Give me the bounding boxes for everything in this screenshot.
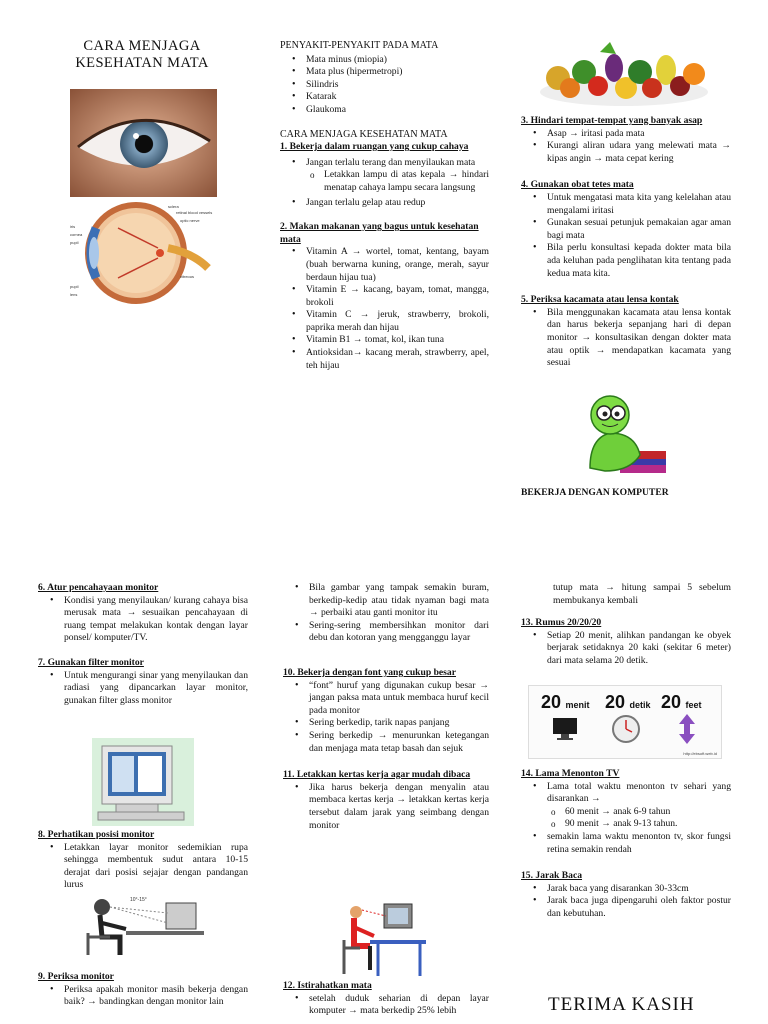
section-2-heading: 2. Makan makanan yang bagus untuk kesehatan mata	[280, 221, 479, 245]
section-10-heading: 10. Bekerja dengan font yang cukup besar	[283, 666, 456, 678]
eye-photo	[70, 89, 217, 197]
list-item: • Letakkan layar monitor sedemikian rupa sehingga membentuk sudut antara 10-15 derajat dari posisi sejajar dengan pandangan lurus	[64, 842, 248, 892]
list-item: • Sering berkedip → menurunkan ketegangan dan menjaga mata tetap basah dan sejuk	[309, 730, 489, 755]
list-item: • Vitamin E → kacang, bayam, tomat, mangga, brokoli	[306, 284, 489, 309]
rumus-u3: feet	[685, 700, 702, 710]
svg-text:pupil: pupil	[70, 240, 79, 245]
svg-text:vitreous: vitreous	[180, 274, 195, 279]
section-3-heading: 3. Hindari tempat-tempat yang banyak asap	[521, 115, 703, 126]
svg-text:retinal blood vessels: retinal blood vessels	[176, 210, 213, 215]
list-item: • “font” huruf yang digunakan cukup besar → jangan paksa mata untuk membaca huruf kecil pada monitor	[309, 680, 489, 718]
section-7-heading: 7. Gunakan filter monitor	[38, 656, 144, 668]
section-1-heading: 1. Bekerja dalam ruangan yang cukup cahaya	[280, 141, 469, 153]
list-item: • Silindris	[306, 79, 489, 92]
rumus-n2: 20	[605, 692, 626, 712]
eye-anatomy-diagram	[68, 198, 218, 308]
penyakit-list	[280, 54, 489, 117]
list-item: • Untuk mengurangi sinar yang menyilaukan dan radiasi yang dipancarkan layar monitor, gunakan filter glass monitor	[64, 670, 248, 708]
list-item: • Vitamin C → jeruk, strawberry, brokoli, paprika merah dan hijau	[306, 309, 489, 334]
section-9-heading: 9. Periksa monitor	[38, 971, 114, 982]
list-item: • Mata plus (hipermetropi)	[306, 66, 489, 79]
svg-text:pupil: pupil	[70, 284, 79, 289]
list-item: • Setiap 20 menit, alihkan pandangan ke obyek berjarak setidaknya 20 kaki (sekitar 6 meter) dari mata selama 20 detik.	[547, 630, 731, 668]
penyakit-heading: PENYAKIT-PENYAKIT PADA MATA	[280, 40, 439, 51]
list-item: • Mata minus (miopia)	[306, 54, 489, 67]
section-5-heading: 5. Periksa kacamata atau lensa kontak	[521, 294, 679, 306]
section-15-heading: 15. Jarak Baca	[521, 870, 583, 882]
section-11-heading: 11. Letakkan kertas kerja agar mudah dibaca	[283, 769, 471, 781]
list-item: • setelah duduk seharian di depan layar komputer → mata berkedip 25% lebih	[309, 993, 489, 1018]
list-item: • Bila menggunakan kacamata atau lensa kontak dan harus bekerja sepanjang hari di depan monitor → konsultasikan dengan dokter mata atau optik → mendapatkan kacamata yang sesuai	[547, 307, 731, 370]
desk-worker-image	[340, 900, 426, 978]
list-item: • Vitamin A → wortel, tomat, kentang, bayam (buah berwarna kuning, orange, merah, sayur berdaun hijau tua)	[306, 246, 489, 284]
list-item: • Sering berkedip, tarik napas panjang	[309, 717, 489, 730]
list-item: • Jangan terlalu gelap atau redup	[306, 197, 489, 210]
list-item: • Kurangi aliran udara yang melewati mata → kipas angin → mata cepat kering	[547, 140, 731, 165]
monitor-icon	[551, 716, 579, 742]
list-item: o Letakkan lampu di atas kepala → hindari menatap cahaya lampu secara langsung	[324, 169, 489, 194]
svg-text:cornea: cornea	[70, 232, 83, 237]
list-item: • Gunakan sesuai petunjuk pemakaian agar aman bagi mata	[547, 217, 731, 242]
list-item: • semakin lama waktu menonton tv, skor fungsi retina semakin rendah	[547, 831, 731, 856]
clock-icon	[611, 714, 641, 744]
section-4-heading: 4. Gunakan obat tetes mata	[521, 179, 634, 191]
list-item: • Asap → iritasi pada mata	[547, 128, 731, 141]
list-item: • Lama total waktu menonton tv sehari yang disarankan →	[547, 781, 731, 806]
list-item: • Sering-sering membersihkan monitor dari debu dan kotoran yang mengganggu layar	[309, 620, 489, 645]
list-item: o 60 menit → anak 6-9 tahun	[565, 806, 731, 819]
list-item: • Vitamin B1 → tomat, kol, ikan tuna	[306, 334, 489, 347]
rumus-n1: 20	[541, 692, 562, 712]
section-12-heading: 12. Istirahatkan mata	[283, 980, 372, 991]
rumus-url: http://ebsoft.web.id	[683, 751, 717, 756]
computer-monitor-image	[92, 738, 194, 826]
list-item: • Jika harus bekerja dengan menyalin atau membaca kertas kerja → letakkan kertas kerja tersebut dalam jarak yang seimbang dengan monitor	[309, 782, 489, 832]
closing-title: TERIMA KASIH	[548, 994, 695, 1015]
list-item: • Jarak baca juga dipengaruhi oleh faktor postur dan kebutuhan.	[547, 895, 731, 920]
svg-text:iris: iris	[70, 224, 76, 229]
list-item: • Bila perlu konsultasi kepada dokter mata bila ada keluhan pada penglihatan kita tentang pada kedua mata kita.	[547, 242, 731, 280]
list-item: • Jangan terlalu terang dan menyilaukan mata	[306, 157, 489, 170]
list-item: • Kondisi yang menyilaukan/ kurang cahaya bisa merusak mata → sesuaikan pencahayaan di ruang tempat melakukan kontak dengan layar ponsel/ komputer/TV.	[64, 595, 248, 645]
section-14-heading: 14. Lama Menonton TV	[521, 768, 620, 779]
list-item: • Katarak	[306, 91, 489, 104]
page-title: CARA MENJAGA KESEHATAN MATA	[75, 38, 209, 71]
cara-heading: CARA MENJAGA KESEHATAN MATA	[280, 128, 448, 140]
bookworm-mascot	[580, 393, 670, 475]
s12-continued: tutup mata → hitung sampai 5 sebelum membukanya kembali	[553, 582, 731, 606]
list-item: • Antioksidan→ kacang merah, strawberry, apel, teh hijau	[306, 347, 489, 372]
vegetables-fruits-image	[540, 42, 708, 108]
section-8-heading: 8. Perhatikan posisi monitor	[38, 829, 155, 840]
list-item: • Glaukoma	[306, 104, 489, 117]
svg-text:sclera: sclera	[168, 204, 179, 209]
svg-text:optic nerve: optic nerve	[180, 218, 200, 223]
list-item: • Periksa apakah monitor masih bekerja dengan baik? → bandingkan dengan monitor lain	[64, 984, 248, 1009]
rumus-20-20-20-image	[528, 685, 722, 759]
section-6-heading: 6. Atur pencahayaan monitor	[38, 582, 159, 593]
komputer-heading: BEKERJA DENGAN KOMPUTER	[521, 487, 669, 498]
rumus-u1: menit	[565, 700, 590, 710]
list-item: o 90 menit → anak 9-13 tahun.	[565, 818, 731, 831]
rumus-u2: detik	[629, 700, 651, 710]
svg-text:lens: lens	[70, 292, 78, 297]
rumus-n3: 20	[661, 692, 682, 712]
ergonomic-sitting-diagram	[80, 893, 204, 959]
list-item: • Jarak baca yang disarankan 30-33cm	[547, 883, 731, 896]
arrow-updown-icon	[679, 714, 695, 744]
section-13-heading: 13. Rumus 20/20/20	[521, 617, 602, 629]
list-item: • Bila gambar yang tampak semakin buram, berkedip-kedip atau tidak nyaman bagi mata → perbaiki atau ganti monitor itu	[309, 582, 489, 620]
svg-text:10°-15°: 10°-15°	[130, 897, 147, 903]
list-item: • Untuk mengatasi mata kita yang kelelahan atau mengalami iritasi	[547, 192, 731, 217]
